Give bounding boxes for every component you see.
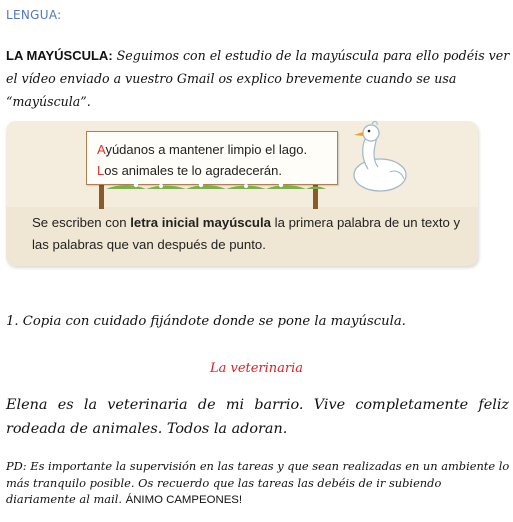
story-text: Elena es la veterinaria de mi barrio. Vive completamente feliz rodeada de animales. Todos la adoran. [6,397,509,437]
note-cheer: ÁNIMO CAMPEONES! [125,494,243,506]
sign-line-2-capital: L [97,163,105,178]
rule-text-end: la primera palabra de un texto y las palabras que van después de punto. [32,215,461,252]
sign-line-1-capital: A [97,142,106,157]
sign-line-2 [97,163,282,178]
sign-line-2-text: os animales te lo agradecerán. [104,163,283,178]
exercise-instruction: 1. Copia con cuidado fijándote donde se pone la mayúscula. [6,314,406,329]
textbook-excerpt [6,121,478,266]
parent-note [6,458,510,509]
rule-text-bold: letra inicial mayúscula [130,215,271,230]
intro-paragraph [6,44,510,113]
rule-text [32,212,472,256]
sign-post-left [99,181,104,209]
grass-flowers-icon [106,179,326,189]
note-text: PD: Es importante la supervisión en las tareas y que sean realizadas en un ambiente lo más tranquilo posible. Os recuerdo que las tareas las debéis de ir subiendo diariamente al mail. [6,459,510,506]
section-heading: LENGUA: [6,8,62,22]
sign-line-1 [97,142,307,157]
sign-line-1-text: yúdanos a mantener limpio el lago. [105,142,308,157]
sign-board [86,131,338,185]
intro-text: Seguimos con el estudio de la mayúscula para ello podéis ver el vídeo enviado a vuestro Gmail os explico brevemente cuando se usa “mayúscula”. [6,48,510,109]
goose-icon [338,117,418,197]
intro-lead: LA MAYÚSCULA: [6,48,113,63]
story-title: La veterinaria [209,361,304,376]
rule-text-start: Se escriben con [32,215,131,230]
